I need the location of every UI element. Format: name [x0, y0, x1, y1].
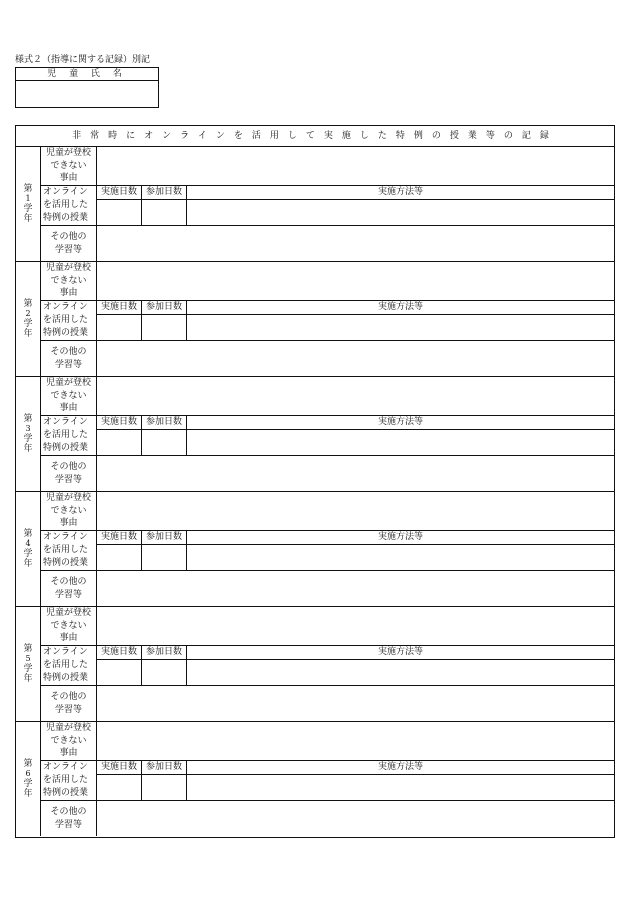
- other-learning-row: [41, 226, 614, 261]
- online-label-line: オンライン: [43, 417, 88, 427]
- reason-label: [41, 262, 97, 300]
- reason-row: [41, 607, 614, 646]
- days-held-field[interactable]: [97, 430, 142, 455]
- days-held-field[interactable]: [97, 775, 142, 800]
- online-lesson-grid: [97, 646, 614, 685]
- online-lesson-grid: [97, 761, 614, 800]
- online-lesson-values: [97, 315, 614, 340]
- grade-number: 4: [25, 539, 31, 548]
- other-learning-field[interactable]: [97, 456, 614, 491]
- reason-field[interactable]: [97, 722, 614, 760]
- reason-label-line: できない: [50, 390, 87, 401]
- grade-label: [16, 377, 41, 491]
- online-lesson-values: [97, 430, 614, 455]
- online-lesson-label: [41, 186, 97, 225]
- grade-unit: 年: [23, 444, 33, 454]
- online-label-line: を活用した: [43, 660, 89, 670]
- days-held-field[interactable]: [97, 200, 142, 225]
- online-label-line: を活用した: [43, 200, 89, 210]
- other-learning-label: [41, 686, 97, 721]
- grade-prefix: 第: [23, 299, 33, 309]
- reason-label-line: 事由: [59, 288, 78, 299]
- grade-label: [16, 262, 41, 376]
- grade-number: 1: [25, 194, 31, 203]
- online-lesson-values: [97, 775, 614, 800]
- method-field[interactable]: [187, 660, 614, 685]
- other-learning-label: [41, 456, 97, 491]
- online-lesson-label: [41, 301, 97, 340]
- student-name-box: [15, 67, 159, 108]
- other-learning-field[interactable]: [97, 801, 614, 836]
- grade-suffix: 学: [23, 779, 33, 789]
- days-attended-field[interactable]: [142, 430, 187, 455]
- online-lesson-header: [97, 646, 614, 660]
- method-field[interactable]: [187, 430, 614, 455]
- online-lesson-values: [97, 200, 614, 225]
- reason-label-line: 事由: [59, 748, 78, 759]
- method-header: 実施方法等: [377, 647, 423, 657]
- reason-row: [41, 492, 614, 531]
- days-held-header: 実施日数: [97, 186, 142, 199]
- other-learning-label: [41, 571, 97, 606]
- other-label-line: その他の: [50, 807, 87, 817]
- online-lesson-values: [97, 660, 614, 685]
- online-label-line: オンライン: [43, 762, 88, 772]
- other-label-line: 学習等: [54, 819, 82, 830]
- online-label-line: 特例の授業: [43, 788, 89, 798]
- reason-label-line: 児童が登校: [45, 493, 91, 504]
- grade-body: [41, 377, 614, 491]
- online-label-line: オンライン: [43, 302, 88, 312]
- other-label-line: その他の: [50, 232, 87, 242]
- online-label-line: 特例の授業: [43, 443, 89, 453]
- days-attended-header: 参加日数: [142, 301, 187, 314]
- days-held-header: 実施日数: [97, 761, 142, 774]
- reason-field[interactable]: [97, 607, 614, 645]
- days-held-header: 実施日数: [97, 416, 142, 429]
- grade-body: [41, 492, 614, 606]
- online-label-line: を活用した: [43, 430, 89, 440]
- online-lesson-row: [41, 761, 614, 801]
- record-table-title: 非常時にオンラインを活用して実施した特例の授業等の記録: [16, 126, 614, 147]
- grade-prefix: 第: [23, 184, 33, 194]
- reason-field[interactable]: [97, 492, 614, 530]
- reason-label-line: 児童が登校: [45, 608, 91, 619]
- grade-body: [41, 147, 614, 261]
- other-learning-field[interactable]: [97, 341, 614, 376]
- method-field[interactable]: [187, 315, 614, 340]
- reason-row: [41, 377, 614, 416]
- other-label-line: その他の: [50, 462, 87, 472]
- other-learning-row: [41, 686, 614, 721]
- grade-section-4: [16, 492, 614, 607]
- other-learning-row: [41, 571, 614, 606]
- days-attended-header: 参加日数: [142, 186, 187, 199]
- online-lesson-label: [41, 531, 97, 570]
- student-name-label: 児 童 氏 名: [16, 68, 158, 81]
- online-lesson-values: [97, 545, 614, 570]
- other-learning-row: [41, 341, 614, 376]
- online-label-line: 特例の授業: [43, 328, 89, 338]
- other-label-line: その他の: [50, 577, 87, 587]
- days-held-field[interactable]: [97, 545, 142, 570]
- grade-prefix: 第: [23, 529, 33, 539]
- method-header: 実施方法等: [377, 187, 423, 197]
- grade-label: [16, 722, 41, 836]
- days-held-header: 実施日数: [97, 301, 142, 314]
- reason-label-line: 事由: [59, 633, 78, 644]
- online-lesson-row: [41, 186, 614, 226]
- other-label-line: 学習等: [54, 589, 82, 600]
- other-learning-field[interactable]: [97, 571, 614, 606]
- form-header-title: 様式２（指導に関する記録）別記: [15, 55, 151, 65]
- grade-unit: 年: [23, 674, 33, 684]
- reason-label-line: できない: [50, 620, 87, 631]
- other-label-line: 学習等: [54, 359, 82, 370]
- online-label-line: を活用した: [43, 545, 89, 555]
- days-held-header: 実施日数: [97, 646, 142, 659]
- reason-label-line: 事由: [59, 518, 78, 529]
- other-label-line: その他の: [50, 692, 87, 702]
- other-learning-label: [41, 801, 97, 836]
- reason-label-line: できない: [50, 160, 87, 171]
- reason-row: [41, 147, 614, 186]
- method-header: 実施方法等: [377, 762, 423, 772]
- online-lesson-row: [41, 646, 614, 686]
- online-lesson-header: [97, 416, 614, 430]
- reason-label: [41, 607, 97, 645]
- grade-prefix: 第: [23, 644, 33, 654]
- reason-field[interactable]: [97, 377, 614, 415]
- online-label-line: を活用した: [43, 775, 89, 785]
- reason-label-line: 児童が登校: [45, 378, 91, 389]
- grade-section-3: [16, 377, 614, 492]
- days-attended-header: 参加日数: [142, 531, 187, 544]
- grade-sections: [16, 147, 614, 836]
- reason-label-line: できない: [50, 505, 87, 516]
- online-lesson-label: [41, 761, 97, 800]
- online-lesson-label: [41, 416, 97, 455]
- days-held-field[interactable]: [97, 315, 142, 340]
- grade-label: [16, 607, 41, 721]
- online-label-line: 特例の授業: [43, 558, 89, 568]
- grade-section-1: [16, 147, 614, 262]
- online-lesson-grid: [97, 416, 614, 455]
- grade-label: [16, 492, 41, 606]
- grade-suffix: 学: [23, 664, 33, 674]
- reason-field[interactable]: [97, 262, 614, 300]
- online-lesson-header: [97, 301, 614, 315]
- grade-body: [41, 722, 614, 836]
- online-lesson-record-table: [15, 125, 615, 838]
- grade-prefix: 第: [23, 414, 33, 424]
- grade-section-6: [16, 722, 614, 836]
- grade-body: [41, 607, 614, 721]
- method-header: 実施方法等: [377, 417, 423, 427]
- grade-body: [41, 262, 614, 376]
- days-attended-header: 参加日数: [142, 761, 187, 774]
- days-attended-header: 参加日数: [142, 646, 187, 659]
- reason-label-line: 児童が登校: [45, 723, 91, 734]
- online-lesson-grid: [97, 301, 614, 340]
- other-learning-label: [41, 226, 97, 261]
- online-lesson-grid: [97, 531, 614, 570]
- days-attended-field[interactable]: [142, 200, 187, 225]
- reason-row: [41, 262, 614, 301]
- online-label-line: を活用した: [43, 315, 89, 325]
- online-lesson-header: [97, 531, 614, 545]
- other-label-line: 学習等: [54, 474, 82, 485]
- grade-prefix: 第: [23, 759, 33, 769]
- online-lesson-row: [41, 301, 614, 341]
- reason-row: [41, 722, 614, 761]
- reason-label-line: できない: [50, 275, 87, 286]
- grade-number: 5: [25, 654, 31, 663]
- grade-suffix: 学: [23, 319, 33, 329]
- method-field[interactable]: [187, 200, 614, 225]
- grade-unit: 年: [23, 559, 33, 569]
- days-attended-field[interactable]: [142, 660, 187, 685]
- grade-unit: 年: [23, 329, 33, 339]
- grade-suffix: 学: [23, 434, 33, 444]
- online-label-line: 特例の授業: [43, 673, 89, 683]
- grade-number: 2: [25, 309, 31, 318]
- reason-label-line: 事由: [59, 173, 78, 184]
- method-header: 実施方法等: [377, 532, 423, 542]
- other-label-line: 学習等: [54, 704, 82, 715]
- online-label-line: オンライン: [43, 647, 88, 657]
- grade-number: 6: [25, 769, 31, 778]
- grade-number: 3: [25, 424, 31, 433]
- online-lesson-label: [41, 646, 97, 685]
- days-held-field[interactable]: [97, 660, 142, 685]
- reason-label: [41, 492, 97, 530]
- grade-suffix: 学: [23, 204, 33, 214]
- other-learning-row: [41, 456, 614, 491]
- student-name-field[interactable]: [16, 81, 158, 109]
- other-learning-row: [41, 801, 614, 836]
- grade-unit: 年: [23, 789, 33, 799]
- method-field[interactable]: [187, 545, 614, 570]
- reason-label-line: 事由: [59, 403, 78, 414]
- grade-section-5: [16, 607, 614, 722]
- other-label-line: その他の: [50, 347, 87, 357]
- online-lesson-row: [41, 416, 614, 456]
- reason-label: [41, 147, 97, 185]
- method-header: 実施方法等: [377, 302, 423, 312]
- reason-label-line: できない: [50, 735, 87, 746]
- other-learning-field[interactable]: [97, 686, 614, 721]
- reason-label: [41, 377, 97, 415]
- online-label-line: オンライン: [43, 187, 88, 197]
- online-lesson-grid: [97, 186, 614, 225]
- online-lesson-header: [97, 186, 614, 200]
- reason-label: [41, 722, 97, 760]
- days-attended-field[interactable]: [142, 545, 187, 570]
- other-learning-label: [41, 341, 97, 376]
- other-learning-field[interactable]: [97, 226, 614, 261]
- days-attended-field[interactable]: [142, 315, 187, 340]
- reason-label-line: 児童が登校: [45, 148, 91, 159]
- days-attended-field[interactable]: [142, 775, 187, 800]
- grade-unit: 年: [23, 214, 33, 224]
- grade-label: [16, 147, 41, 261]
- grade-suffix: 学: [23, 549, 33, 559]
- days-held-header: 実施日数: [97, 531, 142, 544]
- online-label-line: 特例の授業: [43, 213, 89, 223]
- reason-label-line: 児童が登校: [45, 263, 91, 274]
- online-label-line: オンライン: [43, 532, 88, 542]
- grade-section-2: [16, 262, 614, 377]
- reason-field[interactable]: [97, 147, 614, 185]
- days-attended-header: 参加日数: [142, 416, 187, 429]
- other-label-line: 学習等: [54, 244, 82, 255]
- online-lesson-header: [97, 761, 614, 775]
- online-lesson-row: [41, 531, 614, 571]
- method-field[interactable]: [187, 775, 614, 800]
